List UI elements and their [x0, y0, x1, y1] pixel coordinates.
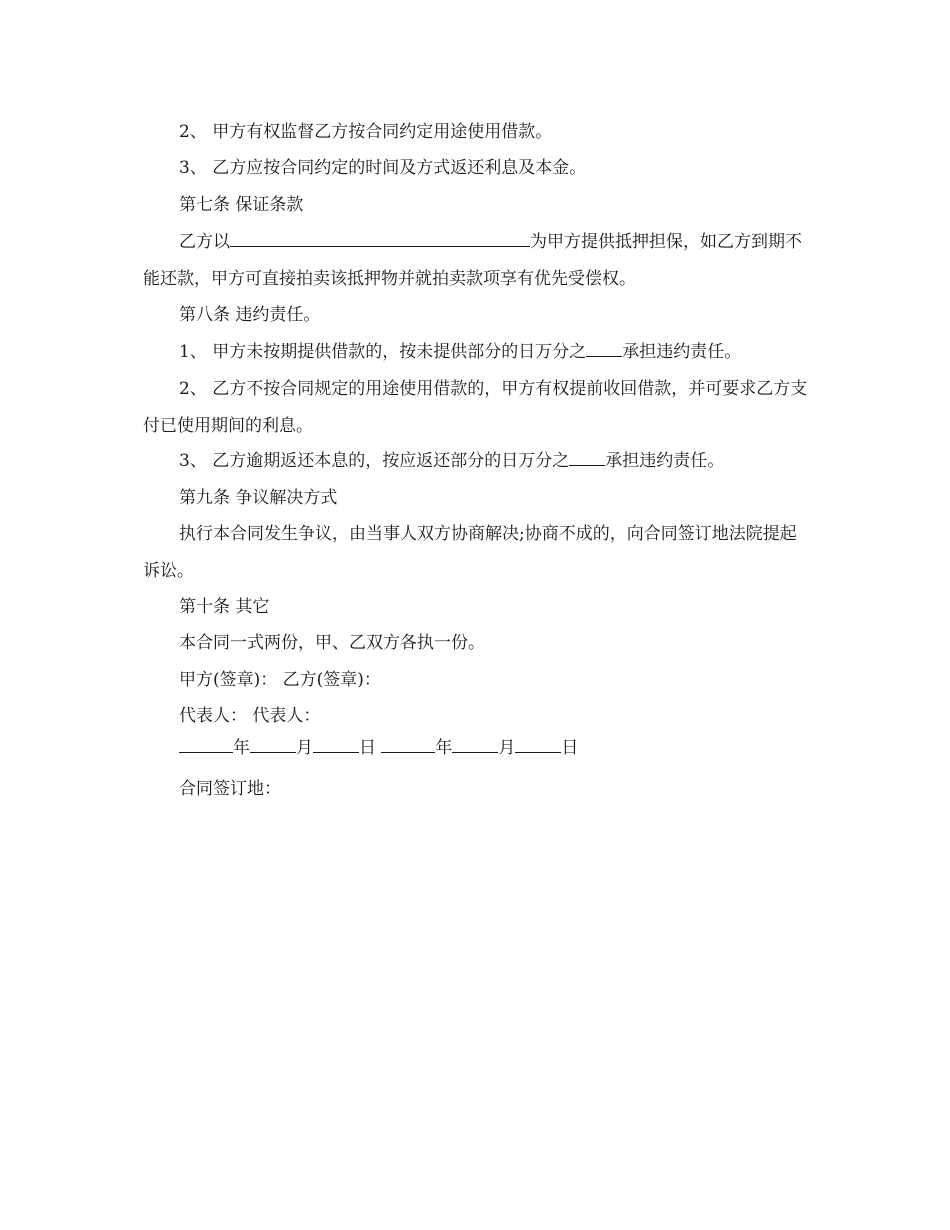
clause-9-body: 执行本合同发生争议，由当事人双方协商解决;协商不成的，向合同签订地法院提起诉讼。 — [143, 524, 797, 581]
collateral-blank — [230, 232, 530, 247]
month-blank-2 — [452, 738, 498, 753]
clause-8-heading: 第八条 违约责任。 — [179, 305, 321, 325]
clause-7-body — [143, 224, 813, 298]
day-blank-2 — [515, 738, 561, 753]
clause-9-heading: 第九条 争议解决方式 — [179, 488, 338, 508]
date-line — [179, 736, 578, 760]
month-label-2: 月 — [498, 738, 516, 758]
clause-8-item-3-before: 3、 乙方逾期返还本息的，按应返还部分的日万分之 — [179, 451, 570, 471]
clause-10-heading: 第十条 其它 — [179, 597, 270, 617]
clause-8-item-1-before: 1、 甲方未按期提供借款的，按未提供部分的日万分之 — [179, 342, 587, 362]
signature-line: 甲方(签章)： 乙方(签章)： — [179, 670, 381, 690]
clause-8-item-3-after: 承担违约责任。 — [605, 451, 725, 471]
month-label-1: 月 — [296, 738, 313, 758]
clause-8-item-2: 2、 乙方不按合同规定的用途使用借款的，甲方有权提前收回借款，并可要求乙方支付已使用期间的利息。 — [143, 379, 808, 436]
clause-8-item-3 — [143, 443, 813, 480]
month-blank-1 — [250, 738, 296, 753]
signing-place: 合同签订地： — [179, 779, 281, 799]
year-blank-1 — [179, 738, 233, 753]
day-label-1: 日 — [359, 738, 376, 758]
clause-6-item-3: 3、 乙方应按合同约定的时间及方式返还利息及本金。 — [179, 158, 587, 178]
representative-line: 代表人： 代表人： — [179, 706, 321, 726]
clause-8-item-1-after: 承担违约责任。 — [622, 342, 742, 362]
year-blank-2 — [381, 738, 435, 753]
clause-7-heading: 第七条 保证条款 — [179, 195, 304, 215]
clause-6-item-2: 2、 甲方有权监督乙方按合同约定用途使用借款。 — [179, 122, 553, 142]
clause-7-text-after: 为甲方提供抵押担保，如乙方到期不能还款，甲方可直接拍卖该抵押物并就拍卖款项享有优先受偿权。 — [143, 232, 802, 289]
year-label-2: 年 — [435, 738, 453, 758]
clause-7-text-before: 乙方以 — [179, 232, 230, 252]
year-label-1: 年 — [233, 738, 250, 758]
rate-blank-1 — [586, 342, 622, 357]
rate-blank-2 — [569, 451, 605, 466]
day-label-2: 日 — [561, 738, 579, 758]
clause-8-item-1 — [143, 334, 813, 371]
clause-10-body: 本合同一式两份，甲、乙双方各执一份。 — [179, 633, 485, 653]
day-blank-1 — [313, 738, 359, 753]
